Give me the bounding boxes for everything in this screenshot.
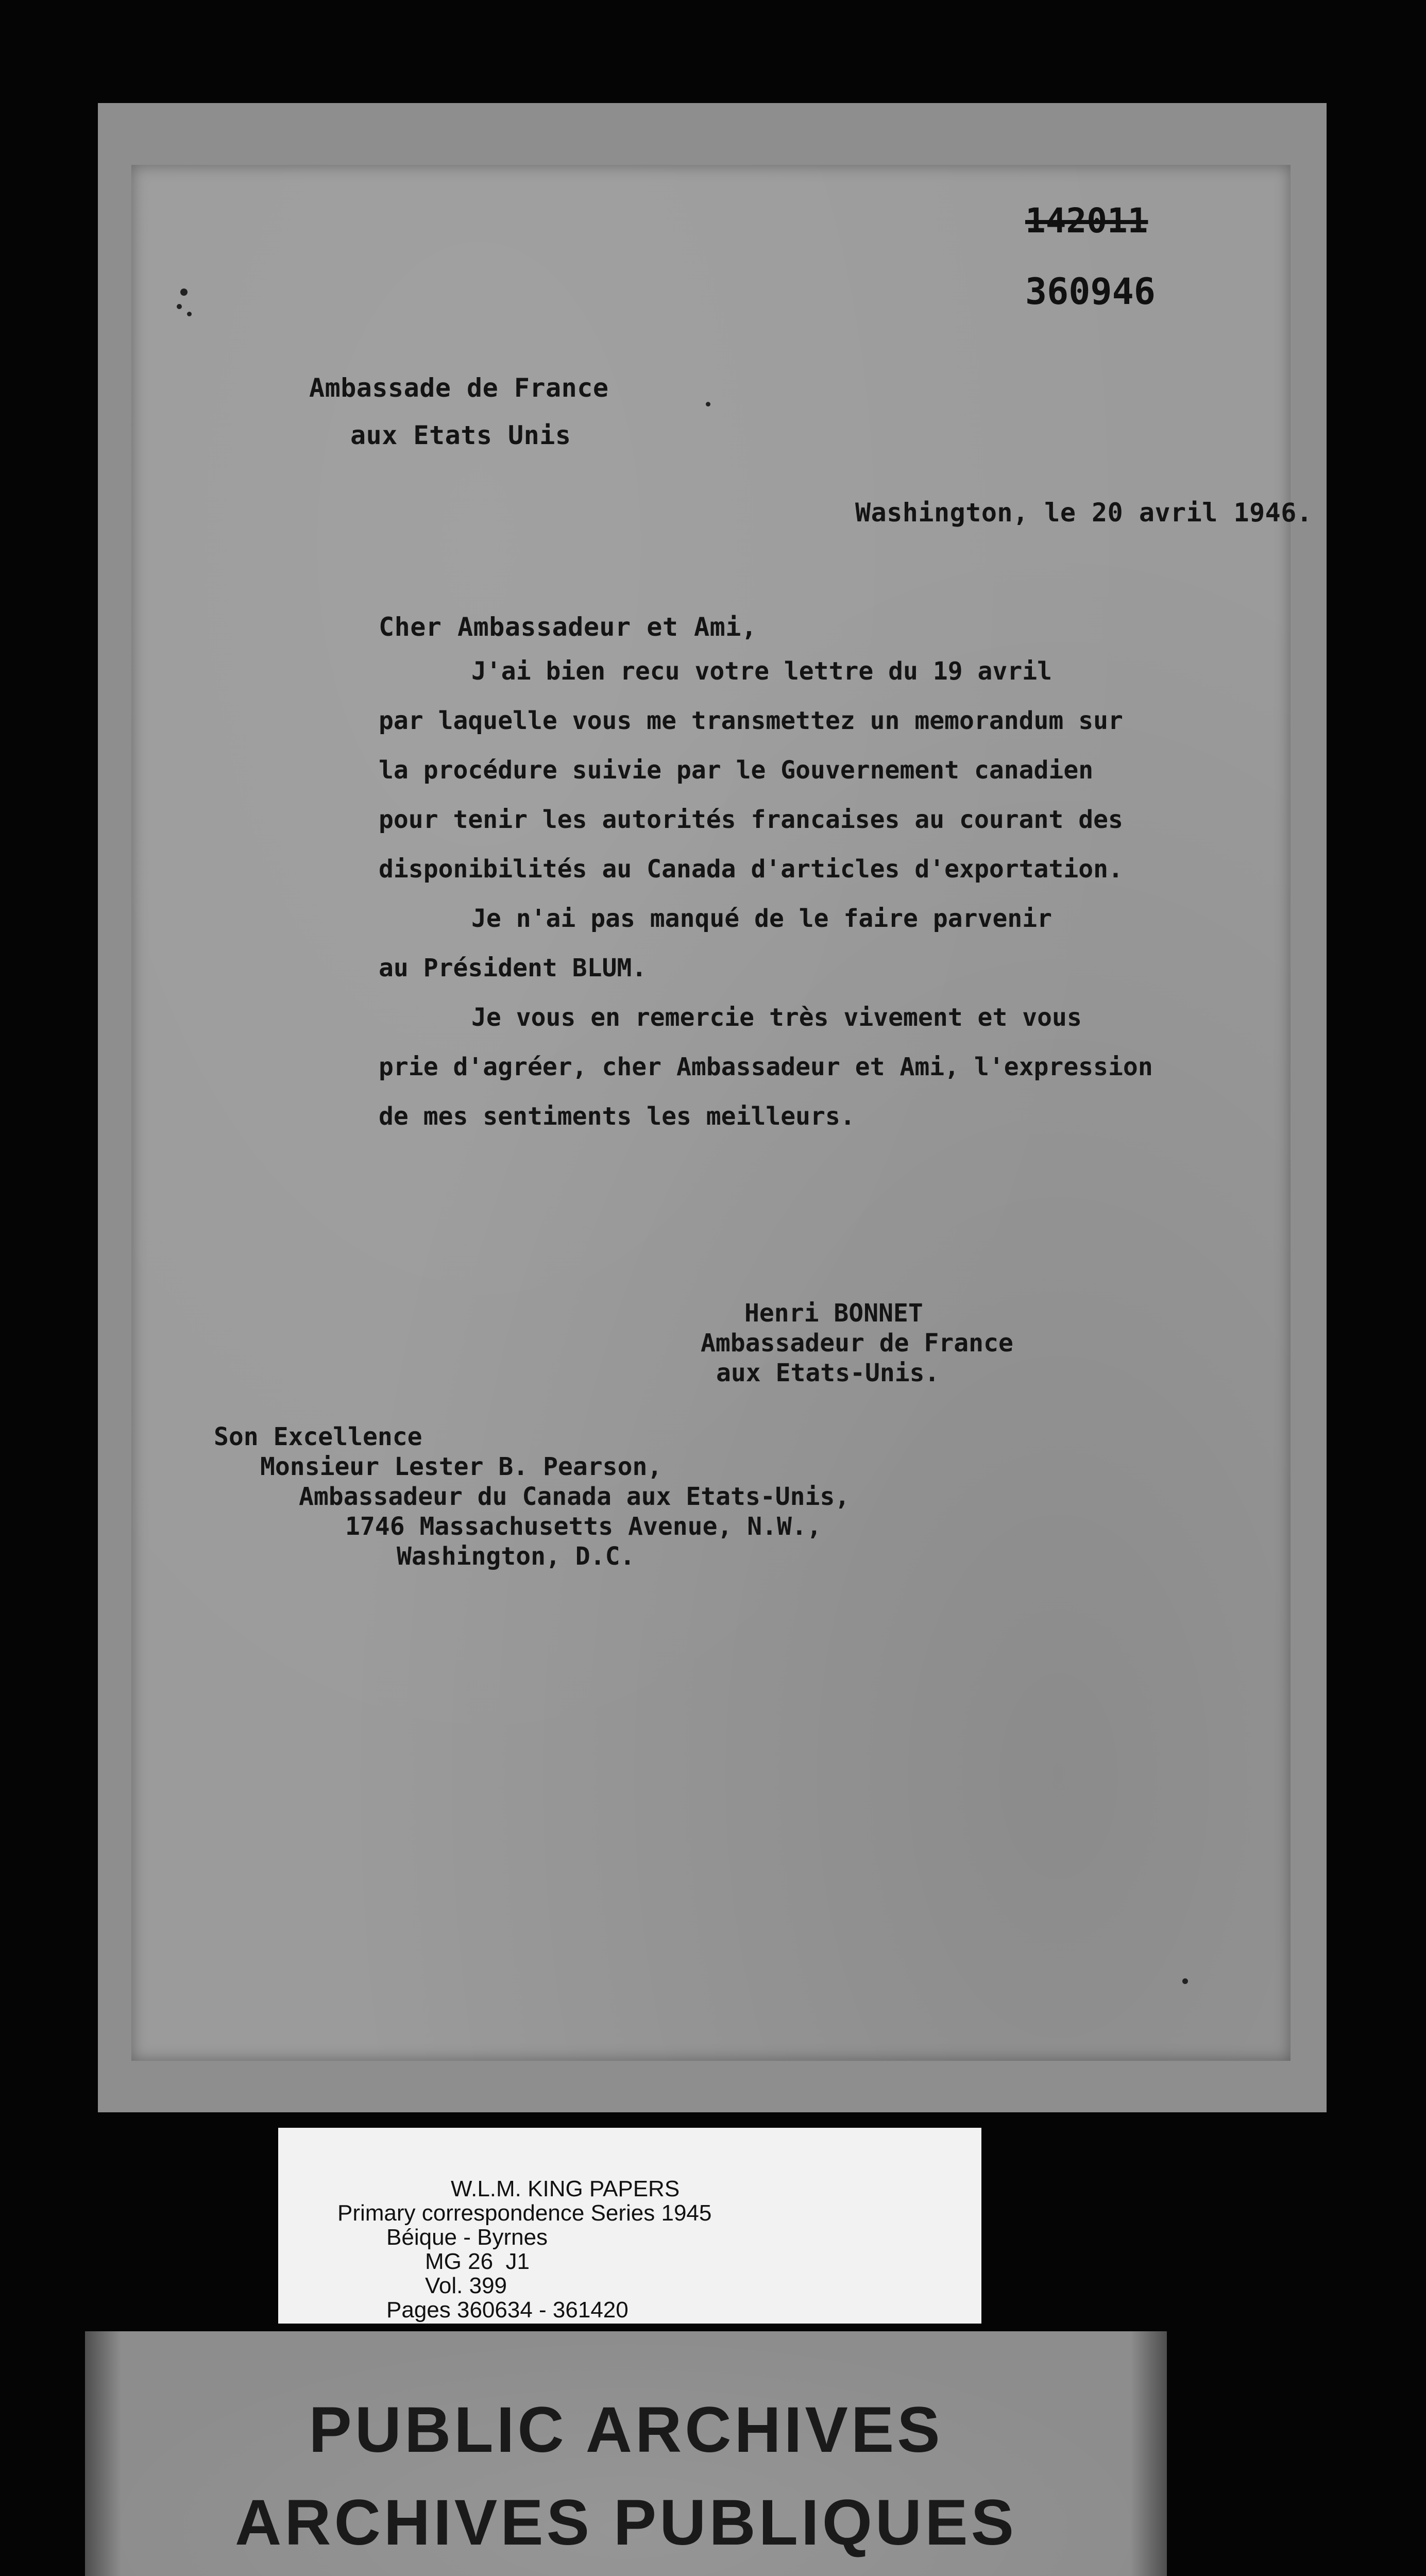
stamp-line-french: ARCHIVES PUBLIQUES — [235, 2487, 1017, 2558]
body-line: par laquelle vous me transmettez un memorandum sur — [379, 706, 1123, 735]
sender-line-2: aux Etats Unis — [350, 420, 571, 450]
label-collection: W.L.M. KING PAPERS — [451, 2176, 680, 2201]
body-line: Je vous en remercie très vivement et vous — [471, 1003, 1082, 1032]
body-line: disponibilités au Canada d'articles d'exportation. — [379, 855, 1123, 884]
salutation: Cher Ambassadeur et Ami, — [379, 612, 757, 642]
label-range: Béique - Byrnes — [386, 2225, 548, 2250]
addressee-line-4: 1746 Massachusetts Avenue, N.W., — [345, 1512, 822, 1541]
signatory-name: Henri BONNET — [744, 1299, 923, 1328]
label-pages: Pages 360634 - 361420 — [386, 2297, 629, 2323]
sender-line-1: Ambassade de France — [309, 373, 609, 403]
place-date: Washington, le 20 avril 1946. — [855, 498, 1313, 528]
stamp-line-english: PUBLIC ARCHIVES — [309, 2394, 943, 2466]
letter-sheet — [131, 165, 1313, 2061]
catalogue-label — [278, 2128, 981, 2324]
body-line: prie d'agréer, cher Ambassadeur et Ami, l'expression — [379, 1053, 1153, 1081]
body-line: J'ai bien recu votre lettre du 19 avril — [471, 657, 1052, 686]
letter-body — [379, 647, 1203, 1141]
struck-reference-number: 142011 — [1025, 201, 1148, 241]
signatory-title-1: Ambassadeur de France — [701, 1329, 1013, 1358]
label-mg: MG 26 J1 — [425, 2249, 530, 2274]
label-volume: Vol. 399 — [425, 2273, 507, 2298]
label-series: Primary correspondence Series 1945 — [337, 2200, 712, 2226]
body-line: Je n'ai pas manqué de le faire parvenir — [471, 904, 1052, 933]
body-line: pour tenir les autorités francaises au courant des — [379, 805, 1123, 834]
addressee-line-1: Son Excellence — [214, 1422, 422, 1451]
signatory-title-2: aux Etats-Unis. — [716, 1359, 940, 1387]
reference-number: 360946 — [1025, 270, 1156, 313]
body-line: de mes sentiments les meilleurs. — [379, 1102, 855, 1131]
body-line: au Président BLUM. — [379, 954, 647, 982]
addressee-line-5: Washington, D.C. — [397, 1542, 635, 1571]
addressee-line-3: Ambassadeur du Canada aux Etats-Unis, — [299, 1482, 850, 1511]
signature-block — [701, 1298, 1013, 1388]
addressee-block — [214, 1422, 850, 1571]
body-line: la procédure suivie par le Gouvernement canadien — [379, 756, 1094, 785]
archive-stamp — [85, 2331, 1167, 2576]
addressee-line-2: Monsieur Lester B. Pearson, — [260, 1452, 663, 1481]
